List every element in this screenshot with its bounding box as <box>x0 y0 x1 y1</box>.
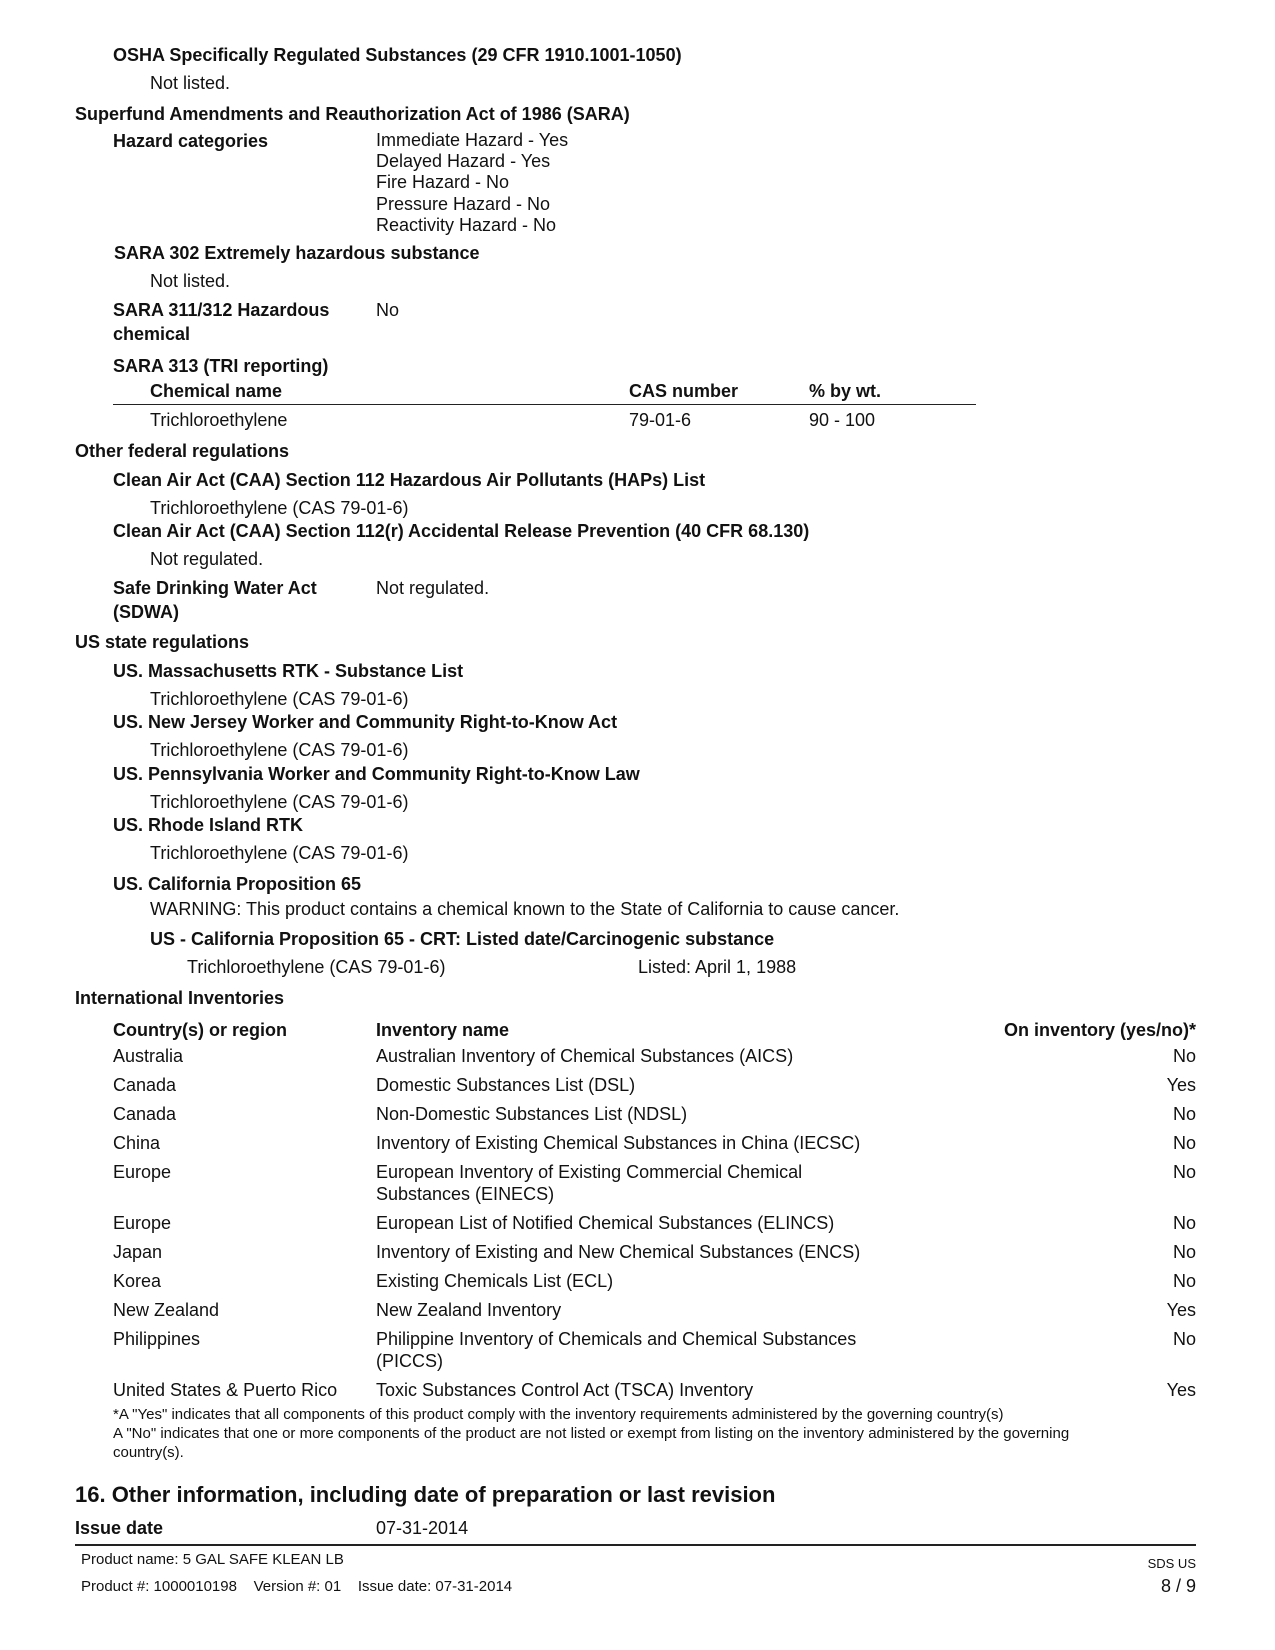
inv-note-no-cont: country(s). <box>113 1444 184 1461</box>
footer-page-number: 8 / 9 <box>1160 1576 1196 1596</box>
inventories-title: International Inventories <box>75 988 285 1008</box>
inv-header-on: On inventory (yes/no)* <box>1003 1020 1196 1040</box>
hazard-item: Immediate Hazard - Yes <box>376 130 569 150</box>
hazard-item: Delayed Hazard - Yes <box>376 151 551 171</box>
footer-doc-type: SDS US <box>1147 1556 1196 1571</box>
inventory-name: Non-Domestic Substances List (NDSL) <box>376 1104 688 1124</box>
hazard-item: Fire Hazard - No <box>376 172 510 192</box>
inv-header-country: Country(s) or region <box>113 1020 287 1040</box>
inventory-country: Europe <box>113 1162 172 1182</box>
inventory-name: Philippine Inventory of Chemicals and Chemical Substances <box>376 1329 857 1349</box>
sara311-label-cont: chemical <box>113 324 191 344</box>
sara302-value: Not listed. <box>150 271 231 291</box>
ca-crt-substance: Trichloroethylene (CAS 79-01-6) <box>187 957 446 977</box>
state-reg-title: US. Massachusetts RTK - Substance List <box>113 661 464 681</box>
footer-rule <box>75 1544 1196 1546</box>
table-row <box>0 410 1000 432</box>
sara313-header-pct: % by wt. <box>809 381 882 401</box>
sdwa-label: Safe Drinking Water Act <box>113 578 317 598</box>
caa112r-title: Clean Air Act (CAA) Section 112(r) Accidental Release Prevention (40 CFR 68.130) <box>113 521 810 541</box>
inventory-country: Canada <box>113 1104 177 1124</box>
inventory-country: Philippines <box>113 1329 201 1349</box>
inventory-on-status: No <box>1172 1242 1196 1262</box>
inventory-on-status: No <box>1172 1213 1196 1233</box>
state-title: US state regulations <box>75 632 250 652</box>
inventory-on-status: No <box>1172 1133 1196 1153</box>
inventory-name: Inventory of Existing and New Chemical Substances (ENCS) <box>376 1242 861 1262</box>
inv-header-name: Inventory name <box>376 1020 510 1040</box>
issue-date-value: 07-31-2014 <box>376 1518 469 1538</box>
state-reg-value: Trichloroethylene (CAS 79-01-6) <box>150 792 409 812</box>
inventory-on-status: No <box>1172 1162 1196 1182</box>
sara311-value: No <box>376 300 400 320</box>
inventory-on-status: No <box>1172 1046 1196 1066</box>
inventory-on-status: Yes <box>1166 1300 1196 1320</box>
sara313-pct: 90 - 100 <box>809 410 876 430</box>
sdwa-value: Not regulated. <box>376 578 490 598</box>
inventory-country: New Zealand <box>113 1300 220 1320</box>
sara313-cas: 79-01-6 <box>629 410 692 430</box>
inventory-country: Japan <box>113 1242 163 1262</box>
ca-crt-title: US - California Proposition 65 - CRT: Listed date/Carcinogenic substance <box>150 929 775 949</box>
osha-value: Not listed. <box>150 73 231 93</box>
caa112-title: Clean Air Act (CAA) Section 112 Hazardous Air Pollutants (HAPs) List <box>113 470 706 490</box>
inventory-name: Toxic Substances Control Act (TSCA) Inventory <box>376 1380 754 1400</box>
inventory-on-status: No <box>1172 1329 1196 1349</box>
inv-note-yes: *A "Yes" indicates that all components of this product comply with the inventory requirements administered by the governing country(s) <box>113 1406 1004 1423</box>
inv-note-no: A "No" indicates that one or more components of the product are not listed or exempt from listing on the inventory administered by the governing <box>113 1425 1070 1442</box>
inventory-name-cont: Substances (EINECS) <box>376 1184 555 1204</box>
sdwa-label-cont: (SDWA) <box>113 602 179 622</box>
sara313-header-chemical: Chemical name <box>150 381 283 401</box>
ca-prop65-warning: WARNING: This product contains a chemical known to the State of California to cause cancer. <box>150 899 900 919</box>
inventory-name: Inventory of Existing Chemical Substances in China (IECSC) <box>376 1133 861 1153</box>
ca-crt-listed: Listed: April 1, 1988 <box>638 957 797 977</box>
inventory-country: Canada <box>113 1075 177 1095</box>
sara-title: Superfund Amendments and Reauthorization Act of 1986 (SARA) <box>75 104 630 124</box>
ca-prop65-title: US. California Proposition 65 <box>113 874 362 894</box>
footer-product-name: Product name: 5 GAL SAFE KLEAN LB <box>81 1551 344 1568</box>
sara313-chemical: Trichloroethylene <box>150 410 288 430</box>
inventory-on-status: No <box>1172 1104 1196 1124</box>
footer-product-info: Product #: 1000010198 Version #: 01 Issue date: 07-31-2014 <box>81 1578 513 1595</box>
sara311-label: SARA 311/312 Hazardous <box>113 300 330 320</box>
inventory-country: China <box>113 1133 161 1153</box>
hazard-categories-label: Hazard categories <box>113 131 269 151</box>
section16-title: 16. Other information, including date of preparation or last revision <box>75 1482 776 1507</box>
sara313-title: SARA 313 (TRI reporting) <box>113 356 329 376</box>
inventory-name: New Zealand Inventory <box>376 1300 562 1320</box>
state-reg-title: US. Rhode Island RTK <box>113 815 304 835</box>
inventory-name: European List of Notified Chemical Substances (ELINCS) <box>376 1213 835 1233</box>
inventory-name: Australian Inventory of Chemical Substances (AICS) <box>376 1046 794 1066</box>
hazard-item: Pressure Hazard - No <box>376 194 551 214</box>
state-reg-value: Trichloroethylene (CAS 79-01-6) <box>150 740 409 760</box>
inventory-on-status: Yes <box>1166 1075 1196 1095</box>
state-reg-value: Trichloroethylene (CAS 79-01-6) <box>150 843 409 863</box>
state-reg-title: US. Pennsylvania Worker and Community Right-to-Know Law <box>113 764 640 784</box>
table-header-rule <box>113 404 976 405</box>
inventory-name-cont: (PICCS) <box>376 1351 443 1371</box>
sara302-title: SARA 302 Extremely hazardous substance <box>114 243 480 263</box>
inventory-name: Domestic Substances List (DSL) <box>376 1075 636 1095</box>
osha-title: OSHA Specifically Regulated Substances (29 CFR 1910.1001-1050) <box>113 45 682 65</box>
inventory-country: Australia <box>113 1046 184 1066</box>
inventory-name: European Inventory of Existing Commercial Chemical <box>376 1162 803 1182</box>
caa112-value: Trichloroethylene (CAS 79-01-6) <box>150 498 409 518</box>
hazard-item: Reactivity Hazard - No <box>376 215 557 235</box>
state-reg-value: Trichloroethylene (CAS 79-01-6) <box>150 689 409 709</box>
issue-date-label: Issue date <box>75 1518 164 1538</box>
inventory-on-status: Yes <box>1166 1380 1196 1400</box>
federal-title: Other federal regulations <box>75 441 290 461</box>
inventory-on-status: No <box>1172 1271 1196 1291</box>
inventory-name: Existing Chemicals List (ECL) <box>376 1271 614 1291</box>
inventory-country: Europe <box>113 1213 172 1233</box>
sara313-header-cas: CAS number <box>629 381 739 401</box>
state-reg-title: US. New Jersey Worker and Community Right-to-Know Act <box>113 712 618 732</box>
caa112r-value: Not regulated. <box>150 549 264 569</box>
inventory-country: Korea <box>113 1271 162 1291</box>
inventory-country: United States & Puerto Rico <box>113 1380 338 1400</box>
